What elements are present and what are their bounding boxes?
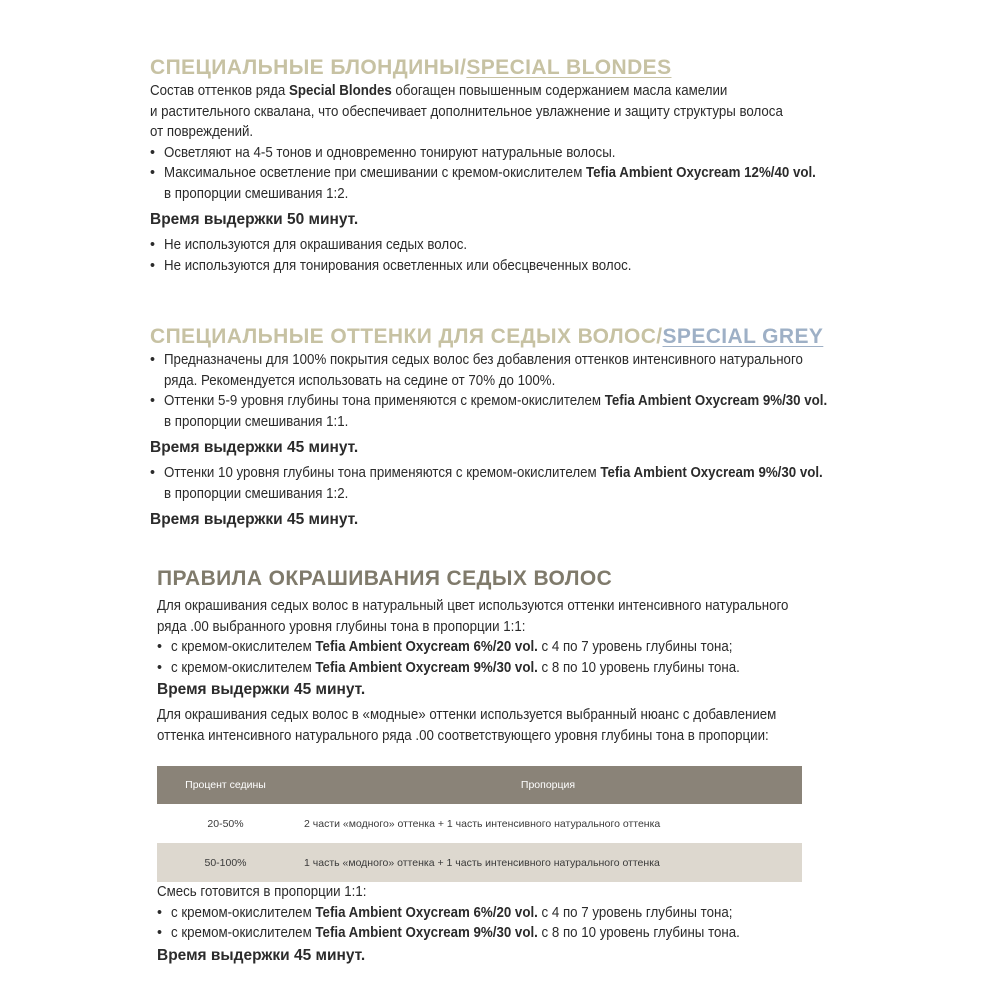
- text: с 4 по 7 уровень глубины тона;: [537, 639, 733, 655]
- intro-bold: Special Blondes: [289, 83, 392, 99]
- list-item: [150, 256, 870, 277]
- table-row: [157, 804, 802, 843]
- list-item-text: • Осветляют на 4-5 тонов и одновременно тонируют натуральные волосы.: [164, 144, 616, 161]
- product-name: Tefia Ambient Oxycream 9%/30 vol.: [315, 925, 538, 941]
- text: Оттенки 10 уровня глубины тона применяются с кремом-окислителем: [164, 465, 601, 481]
- list-item: [150, 350, 870, 391]
- title-ru: СПЕЦИАЛЬНЫЕ БЛОНДИНЫ/: [150, 56, 467, 79]
- list-item: [150, 463, 870, 504]
- text: с кремом-окислителем: [171, 925, 316, 941]
- intro-line-2: и растительного сквалана, что обеспечивает дополнительное увлажнение и защиту структуры волоса: [150, 103, 783, 120]
- proportion-table: [157, 766, 802, 882]
- paragraph-line: оттенка интенсивного натурального ряда .00 соответствующего уровня глубины тона в пропорции:: [157, 727, 769, 744]
- list-item: [157, 903, 877, 924]
- list-item-text: [164, 163, 821, 184]
- product-name: Tefia Ambient Oxycream 6%/20 vol.: [315, 904, 538, 921]
- section-special-grey: [150, 324, 870, 535]
- list-item-text: [171, 658, 828, 679]
- list-item-text: [171, 923, 828, 944]
- section-grey-coloring-rules: [157, 566, 877, 746]
- exposure-time: Время выдержки 45 минут.: [157, 681, 366, 698]
- product-name: Tefia Ambient Oxycream 6%/20 vol.: [315, 639, 538, 655]
- paragraph-line: Смесь готовится в пропорции 1:1:: [157, 884, 367, 900]
- list-item-text-line2: в пропорции смешивания 1:2.: [164, 485, 349, 502]
- list-item: [150, 163, 870, 204]
- text: с кремом-окислителем: [171, 659, 316, 676]
- column-header-percent: Процент седины: [157, 766, 294, 804]
- text: с 8 по 10 уровень глубины тона.: [537, 925, 740, 941]
- list-item-text: [164, 391, 828, 412]
- text: с кремом-окислителем: [171, 904, 316, 921]
- text: с 4 по 7 уровень глубины тона;: [537, 904, 733, 921]
- product-name: Tefia Ambient Oxycream 9%/30 vol.: [600, 465, 823, 481]
- list-item-text: • Предназначены для 100% покрытия седых волос без добавления оттенков интенсивного натурального: [164, 352, 803, 368]
- exposure-time: Время выдержки 50 минут.: [150, 211, 359, 228]
- product-name: Tefia Ambient Oxycream 9%/30 vol.: [315, 659, 538, 676]
- section-title-special-grey: [150, 324, 870, 350]
- table-cell-proportion: 1 часть «модного» оттенка + 1 часть интенсивного натурального оттенка: [294, 843, 802, 882]
- exposure-time: Время выдержки 45 минут.: [157, 946, 366, 964]
- exposure-time: Время выдержки 45 минут.: [150, 439, 359, 456]
- text: Максимальное осветление при смешивании с кремом-окислителем: [164, 165, 587, 181]
- section-title-rules: ПРАВИЛА ОКРАШИВАНИЯ СЕДЫХ ВОЛОС: [157, 567, 613, 590]
- list-item-text: [171, 903, 828, 924]
- intro-text-2: обогащен повышенным содержанием масла камелии: [391, 83, 728, 99]
- list-item-text: [171, 637, 828, 658]
- bullet-list: [157, 637, 877, 678]
- title-ru: СПЕЦИАЛЬНЫЕ ОТТЕНКИ ДЛЯ СЕДЫХ ВОЛОС/: [150, 325, 663, 348]
- section-mixture: [157, 882, 877, 971]
- text: с кремом-окислителем: [171, 639, 316, 655]
- bullet-list: [150, 235, 870, 276]
- title-en: SPECIAL BLONDES: [466, 56, 672, 79]
- list-item-text-line2: в пропорции смешивания 1:2.: [164, 185, 349, 202]
- table-header-row: [157, 766, 802, 804]
- intro-line-3: от повреждений.: [150, 124, 254, 140]
- list-item: [150, 143, 870, 164]
- intro-line-1: [150, 81, 820, 102]
- bullet-list: [150, 143, 870, 205]
- product-name: Tefia Ambient Oxycream 12%/40 vol.: [586, 165, 816, 181]
- intro-text: Состав оттенков ряда: [150, 83, 290, 99]
- list-item-text: [164, 463, 821, 484]
- list-item-text-line2: ряда. Рекомендуется использовать на седине от 70% до 100%.: [164, 372, 556, 389]
- table-cell-percent: 50-100%: [157, 843, 294, 882]
- list-item-text: • Не используются для окрашивания седых волос.: [164, 237, 468, 253]
- list-item-text: • Не используются для тонирования осветленных или обесцвеченных волос.: [164, 257, 632, 274]
- list-item: [150, 391, 870, 432]
- list-item: [157, 923, 877, 944]
- paragraph-line: ряда .00 выбранного уровня глубины тона в пропорции 1:1:: [157, 618, 526, 635]
- text: с 8 по 10 уровень глубины тона.: [537, 659, 740, 676]
- section-title-special-blondes: [150, 55, 870, 81]
- list-item-text-line2: в пропорции смешивания 1:1.: [164, 413, 349, 430]
- text: Оттенки 5-9 уровня глубины тона применяются с кремом-окислителем: [164, 393, 605, 409]
- exposure-time: Время выдержки 45 минут.: [150, 511, 359, 528]
- list-item: [157, 658, 877, 679]
- table-cell-percent: 20-50%: [207, 817, 244, 830]
- bullet-list: [157, 903, 877, 944]
- bullet-list: [150, 350, 870, 432]
- list-item: [150, 235, 870, 256]
- title-en: SPECIAL GREY: [662, 325, 824, 348]
- paragraph-line: Для окрашивания седых волос в «модные» оттенки используется выбранный нюанс с добавлением: [157, 707, 777, 723]
- table-cell-proportion: 2 части «модного» оттенка + 1 часть интенсивного натурального оттенка: [304, 817, 661, 830]
- product-name: Tefia Ambient Oxycream 9%/30 vol.: [604, 393, 828, 409]
- list-item: [157, 637, 877, 658]
- bullet-list: [150, 463, 870, 504]
- table-row: [157, 843, 802, 882]
- section-special-blondes: [150, 55, 870, 276]
- paragraph-line: Для окрашивания седых волос в натуральный цвет используются оттенки интенсивного натурального: [157, 598, 789, 614]
- column-header-proportion: Пропорция: [294, 766, 802, 804]
